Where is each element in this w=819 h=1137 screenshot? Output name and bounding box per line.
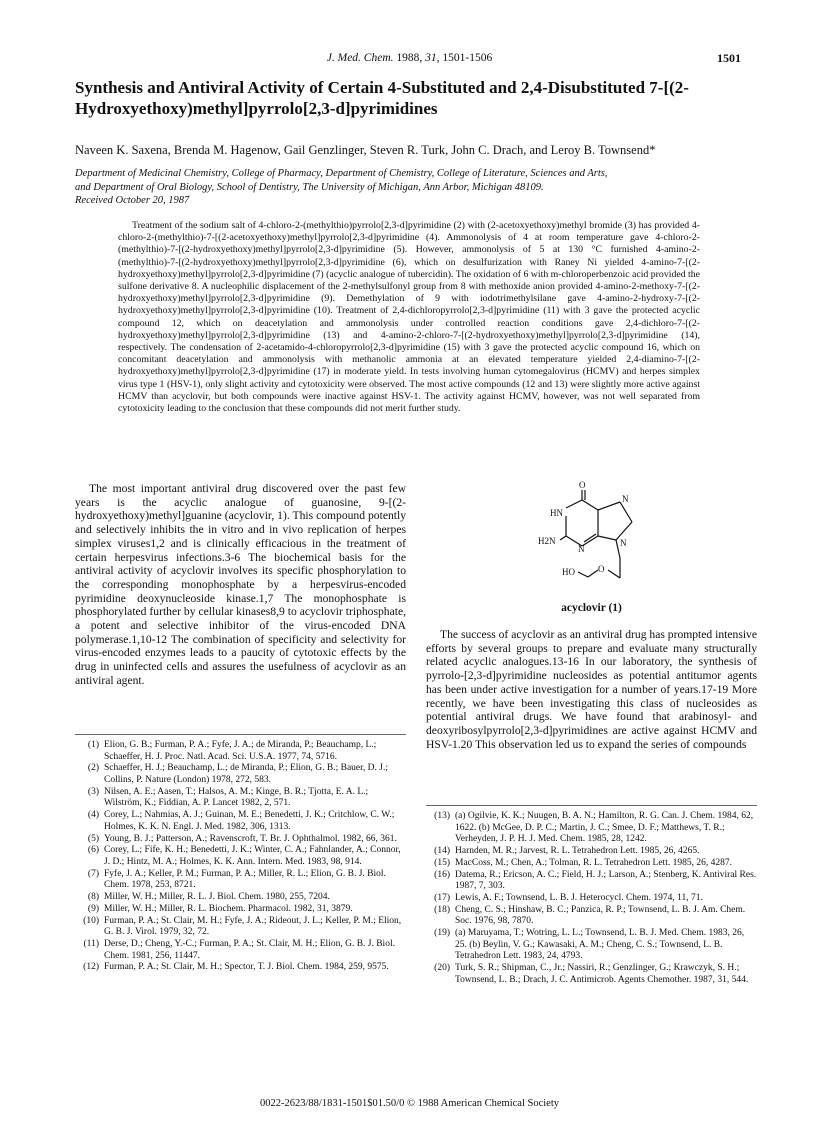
reference-text: Derse, D.; Cheng, Y.-C.; Furman, P. A.; St. Clair, M. H.; Elion, G. B. J. Biol. Chem. 1981, 256, 11447. [104, 938, 395, 961]
reference-number: (19) [434, 928, 450, 939]
reference-item [75, 916, 406, 939]
reference-number: (16) [434, 869, 450, 880]
reference-item [426, 905, 757, 928]
reference-text: Miller, W. H.; Miller, R. L. Biochem. Pharmacol. 1982, 31, 3879. [104, 903, 353, 914]
reference-text: Lewis, A. F.; Townsend, L. B. J. Heterocycl. Chem. 1974, 11, 71. [455, 892, 703, 903]
reference-number: (6) [87, 845, 99, 856]
references-right [426, 811, 757, 986]
reference-item [426, 846, 757, 858]
reference-item [426, 928, 757, 963]
received-date: Received October 20, 1987 [75, 195, 190, 206]
journal-volume: 31, [425, 52, 440, 64]
structure-label-o-top: O [579, 480, 586, 490]
reference-text: Nilsen, A. E.; Aasen, T.; Halsos, A. M.; Kinge, B. R.; Tjotta, E. A. L.; Wilström, K.; Fiddian, A. P. Lancet 1982, 2, 571. [104, 786, 369, 809]
reference-number: (11) [83, 938, 99, 949]
reference-text: (a) Maruyama, T.; Wotring, L. L.; Townsend, L. B. J. Med. Chem. 1983, 26, 25. (b) Beylin, V. G.; Kawasaki, A. M.; Cheng, C. S.; Townsend, L. B. Tetrahedron Lett. 1983, 24, 4793. [455, 928, 745, 962]
reference-text: (a) Ogilvie, K. K.; Nuugen, B. A. N.; Hamilton, R. G. Can. J. Chem. 1984, 62, 1622. (b) McGee, D. P. C.; Martin, J. C.; Smee, D. F.; Matthews, T. R.; Verheyden, J. P. H. J. Med. Chem. 1985, 28, 1242. [455, 811, 754, 845]
intro-paragraph: The most important antiviral drug discovered over the past few years is the acyclic analogue of guanosine, 9-[(2-hydroxyethoxy)methyl]guanine (acyclovir, 1). This compound potently and selectively inhibits the in vitro and in vivo replication of herpes simplex viruses1,2 and is clinically efficacious in the treatment of certain herpesvirus infections.3-6 The biochemical basis for the antiviral activity of acyclovir involves its specific phosphorylation to the corresponding monophosphate by a herpesvirus-encoded pyrimidine deoxynucleoside kinase.1,7 The monophosphate is phosphorylated further by cellular kinases8,9 to acyclovir triphosphate, a potent and selective inhibitor of the virus-encoded DNA polymerase.1,10-12 The combination of specificity and selectivity for virus-encoded enzymes leads to a paucity of cytotoxic effects by the drug in uninfected cells and assures the usefulness of acyclovir as an antiviral agent. [75, 482, 406, 687]
reference-item [75, 740, 406, 763]
reference-item [426, 893, 757, 905]
reference-number: (7) [87, 868, 99, 879]
structure-label-hn: HN [550, 508, 563, 518]
structure-label-n-bottom: N [578, 544, 585, 554]
body-left-column [75, 482, 406, 688]
copyright-footer: 0022-2623/88/1831-1501$01.50/0 © 1988 American Chemical Society [259, 1098, 560, 1109]
reference-text: Miller, W. H.; Miller, R. L. J. Biol. Chem. 1980, 255, 7204. [104, 892, 330, 903]
reference-number: (14) [434, 845, 450, 856]
reference-item [426, 811, 757, 846]
reference-text: Turk, S. R.; Shipman, C., Jr.; Nassiri, R.; Genzlinger, G.; Krawczyk, S. H.; Townsend, L. B.; Drach, J. C. Antimicrob. Agents Chemother. 1987, 31, 544. [455, 963, 749, 985]
reference-text: Datema, R.; Ericson, A. C.; Field, H. J.; Larson, A.; Stenberg, K. Antiviral Res. 1987, 7, 303. [455, 869, 757, 892]
reference-number: (8) [87, 892, 99, 903]
reference-number: (9) [87, 903, 99, 914]
reference-number: (5) [87, 833, 99, 844]
acyclovir-structure [520, 480, 670, 600]
reference-item [75, 962, 406, 974]
reference-number: (18) [434, 904, 450, 915]
structure-label-o-chain: O [598, 564, 605, 574]
reference-item [75, 763, 406, 786]
journal-year: 1988, [396, 52, 423, 64]
reference-text: Furman, P. A.; St. Clair, M. H.; Fyfe, J. A.; Rideout, J. L.; Keller, P. M.; Elion, G. B. J. Virol. 1979, 32, 72. [104, 915, 402, 938]
references-divider-left [75, 734, 406, 735]
reference-text: Cheng, C. S.; Hinshaw, B. C.; Panzica, R. P.; Townsend, L. B. J. Am. Chem. Soc. 1976, 98, 7870. [455, 904, 746, 927]
right-paragraph: The success of acyclovir as an antiviral drug has prompted intensive efforts by several groups to prepare and evaluate many structurally related acyclic analogues.13-16 In our laboratory, the synthesis of pyrrolo-[2,3-d]pyrimidine nucleosides as potential antitumor agents has been under active investigation for a number of years.17-19 More recently, we have been investigating this class of nucleosides as potential antiviral drugs. We have found that arabinosyl- and deoxyribosylpyrrolo[2,3-d]pyrimidines are active against HCMV and HSV-1.20 This observation led us to expand the series of compounds [426, 628, 757, 751]
reference-number: (3) [87, 786, 99, 797]
reference-item [75, 834, 406, 846]
affiliation [75, 167, 765, 208]
reference-number: (20) [434, 963, 450, 974]
reference-item [75, 892, 406, 904]
reference-text: Elion, G. B.; Furman, P. A.; Fyfe, J. A.; de Miranda, P.; Beauchamp, L.; Schaeffer, H. J. Proc. Natl. Acad. Sci. U.S.A. 1977, 74, 5716. [104, 740, 377, 762]
affiliation-line-1: Department of Medicinal Chemistry, College of Pharmacy, Department of Chemistry, College of Literature, Sciences and Arts, [75, 168, 608, 179]
reference-item [426, 858, 757, 870]
structure-label-n-right: N [622, 494, 629, 504]
reference-number: (12) [83, 962, 99, 973]
reference-number: (13) [434, 811, 450, 821]
affiliation-line-2: and Department of Oral Biology, School of Dentistry, The University of Michigan, Ann Arbor, Michigan 48109. [75, 181, 544, 193]
abstract [118, 220, 700, 415]
reference-number: (17) [434, 892, 450, 903]
reference-number: (15) [434, 857, 450, 868]
reference-text: Fyfe, J. A.; Keller, P. M.; Furman, P. A.; Miller, R. L.; Elion, G. B. J. Biol. Chem. 1978, 253, 8721. [104, 868, 386, 891]
reference-number: (4) [87, 810, 99, 821]
reference-number: (10) [83, 915, 99, 926]
reference-item [75, 939, 406, 962]
reference-text: Furman, P. A.; St. Clair, M. H.; Spector, T. J. Biol. Chem. 1984, 259, 9575. [104, 962, 389, 973]
abstract-text: Treatment of the sodium salt of 4-chloro-2-(methylthio)pyrrolo[2,3-d]pyrimidine (2) with (2-acetoxyethoxy)methyl bromide (3) has provided 4-chloro-2-(methylthio)-7-[(2-acetoxyethoxy)methyl]pyrrolo[2,3-d]pyrimidine (4). Ammonolysis of 4 at room temperature gave 4-chloro-2-(methylthio)-7-[(2-hydroxyethoxy)methyl]pyrrolo[2,3-d]pyrimidine (5). However, ammonolysis of 5 at 130 °C furnished 4-amino-2-(methylthio)-7-[(2-hydroxyethoxy)methyl]pyrrolo[2,3-d]pyrimidine (6), which on desulfurization with Raney Ni yielded 4-amino-7-[(2-hydroxyethoxy)methyl]pyrrolo[2,3-d]pyrimidine (7) (acyclic analogue of tubercidin). The oxidation of 6 with m-chloroperbenzoic acid provided the sulfone derivative 8. A nucleophilic displacement of the 2-methylsulfonyl group from 8 with methoxide anion provided 4-amino-2-methoxy-7-[(2-hydroxyethoxy)methyl]pyrrolo[2,3-d]pyrimidine (9). Demethylation of 9 with iodotrimethylsilane gave 4-amino-2-hydroxy-7-[(2-hydroxyethoxy)methyl]pyrrolo[2,3-d]pyrimidine (10). Treatment of 2,4-dichloropyrrolo[2,3-d]pyrimidine (11) with 3 gave the protected acyclic compound 12, which on deacetylation and ammonolysis under controlled reaction conditions gave 2,4-dichloro-7-[(2-hydroxyethoxy)methyl]pyrrolo[2,3-d]pyrimidine (13) and 4-amino-2-chloro-7-[(2-hydroxyethoxy)methyl]pyrrolo[2,3-d]pyrimidine (14), respectively. The condensation of 2-acetamido-4-chloropyrrolo[2,3-d]pyrimidine (15) with 3 gave the protected acyclic compound 16, which on concomitant deacetylation and ammonolysis with methanolic ammonia at an elevated temperature yielded 2,4-diamino-7-[(2-hydroxyethoxy)methyl]pyrrolo[2,3-d]pyrimidine (17) in moderate yield. In tests involving human cytomegalovirus (HCMV) and herpes simplex virus type 1 (HSV-1), only slight activity and cytotoxicity were observed. The most active compounds (12 and 13) were slightly more active against HCMV than acyclovir, but both compounds were inactive against HSV-1. The activity against HCMV, however, was not well separated from cytotoxicity leading to the conclusion that these compounds did not merit further study. [118, 220, 701, 415]
reference-text: Corey, L.; Fife, K. H.; Benedetti, J. K.; Winter, C. A.; Fahnlander, A.; Connor, J. D.; Hintz, M. A.; Holmes, K. K. Ann. Intern. Med. 1983, 98, 914. [104, 845, 401, 867]
article-title: Synthesis and Antiviral Activity of Certain 4-Substituted and 2,4-Disubstituted 7-[(2-Hydroxyethoxy)methyl]pyrrolo[2,3-d]pyrimidines [75, 78, 689, 118]
reference-text: Corey, L.; Nahmias, A. J.; Guinan, M. E.; Benedetti, J. K.; Critchlow, C. W.; Holmes, K. K. N. Engl. J. Med. 1982, 306, 1313. [104, 810, 395, 832]
reference-text: Schaeffer, H. J.; Beauchamp, L.; de Miranda, P.; Elion, G. B.; Bauer, D. J.; Collins, P. Nature (London) 1978, 272, 583. [104, 763, 389, 785]
reference-item [75, 904, 406, 916]
journal-citation [0, 52, 819, 64]
reference-item [75, 869, 406, 892]
reference-number: (1) [87, 740, 99, 750]
page-number: 1501 [717, 51, 741, 65]
reference-item [426, 963, 757, 986]
reference-text: Young, B. J.; Patterson, A.; Ravenscroft, T. Br. J. Ophthalmol. 1982, 66, 361. [104, 833, 397, 844]
structure-label-ho: HO [562, 567, 575, 577]
journal-pages: 1501-1506 [442, 52, 493, 64]
reference-item [75, 810, 406, 833]
structure-caption: acyclovir (1) [561, 602, 622, 614]
reference-text: Harnden, M. R.; Jarvest, R. L. Tetrahedron Lett. 1985, 26, 4265. [455, 845, 700, 856]
journal-name: J. Med. Chem. [326, 52, 394, 64]
reference-text: MacCoss, M.; Chen, A.; Tolman, R. L. Tetrahedron Lett. 1985, 26, 4287. [455, 857, 732, 868]
reference-item [75, 787, 406, 810]
reference-number: (2) [87, 763, 99, 774]
structure-label-h2n: H2N [538, 536, 556, 546]
body-right-column [426, 628, 757, 751]
references-left [75, 740, 406, 974]
structure-label-n-ring: N [620, 538, 627, 548]
reference-item [75, 845, 406, 868]
reference-item [426, 870, 757, 893]
references-divider-right [426, 805, 757, 806]
author-list: Naveen K. Saxena, Brenda M. Hagenow, Gail Genzlinger, Steven R. Turk, John C. Drach, and Leroy B. Townsend* [75, 143, 656, 157]
